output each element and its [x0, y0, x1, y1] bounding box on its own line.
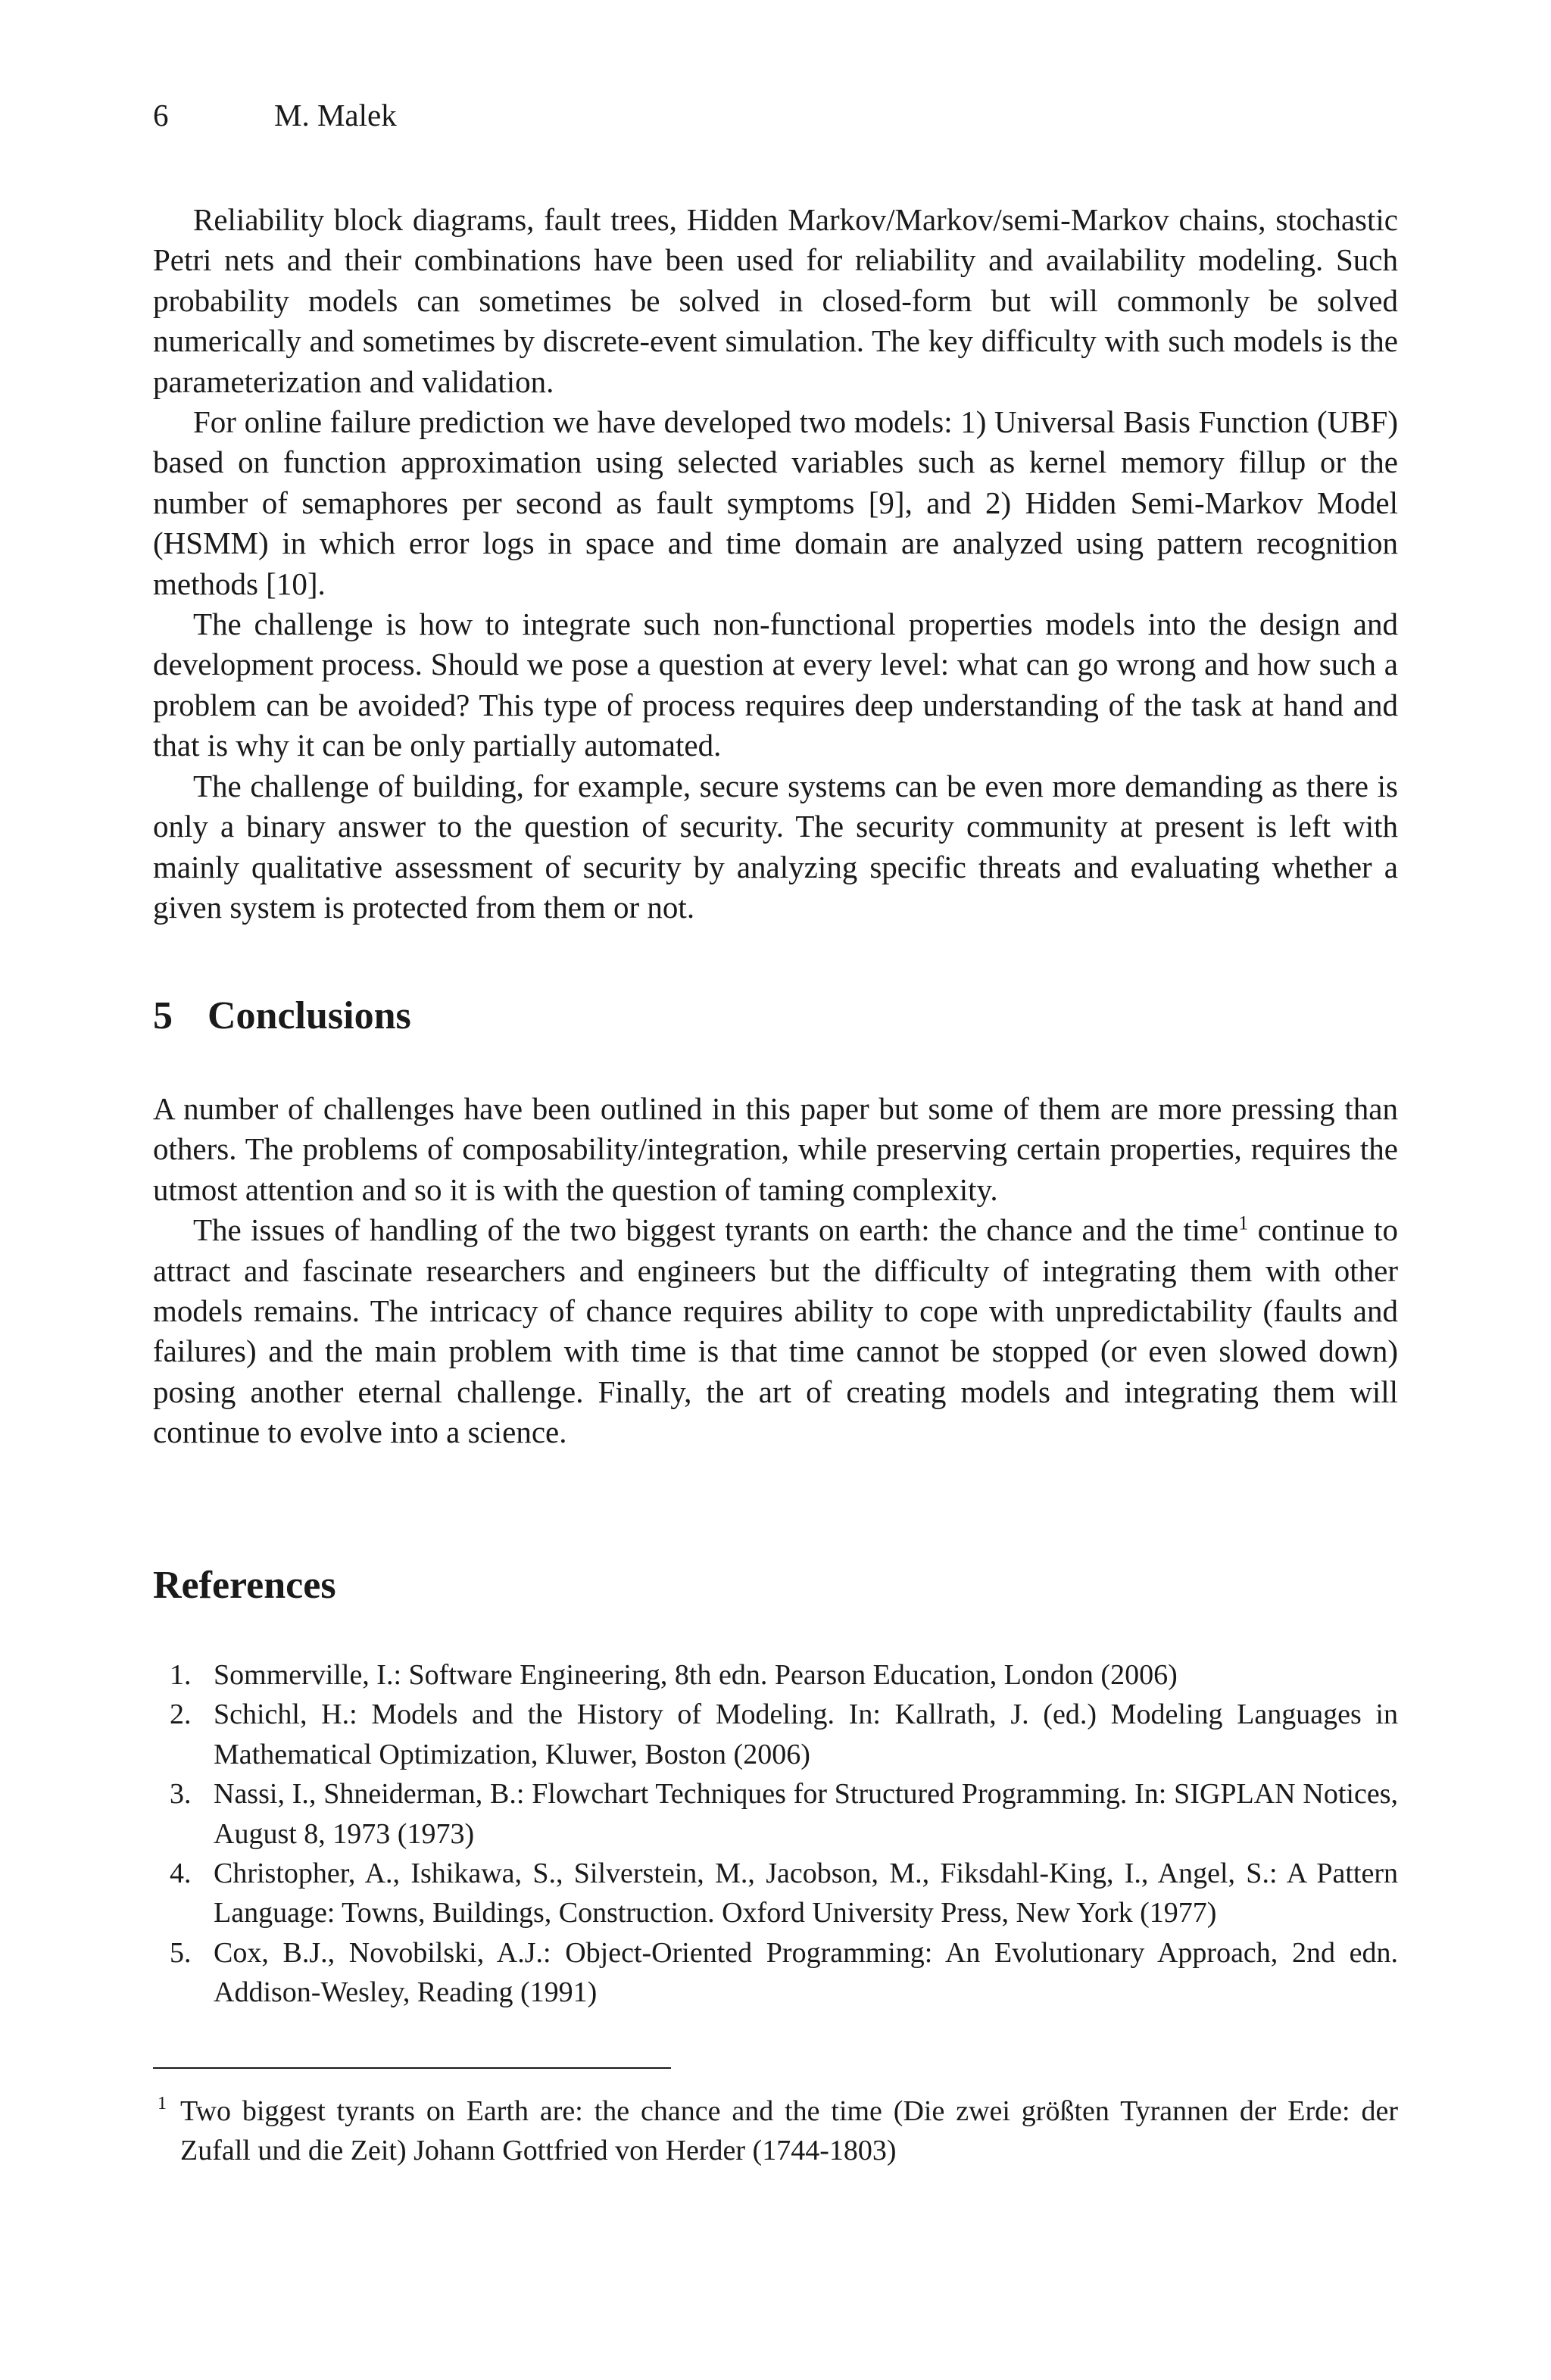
conclusions-paragraph: A number of challenges have been outlined in this paper but some of them are more pressing than others. The problems of composability/integration, while preserving certain properties, requires the utmost attention and so it is with the question of taming complexity.	[153, 1091, 1398, 1207]
conclusions-paragraph	[153, 1210, 1398, 1452]
conclusions-paragraph-end: continue to attract and fascinate researchers and engineers but the difficulty of integrating them with other models remains. The intricacy of chance requires ability to cope with unpredictability (faults and failures) and the main problem with time is that time cannot be stopped (or even slowed down) posing another eternal challenge. Finally, the art of creating models and integrating them will continue to evolve into a science.	[153, 1212, 1398, 1450]
reference-list	[153, 1655, 1398, 2013]
body-paragraph: For online failure prediction we have developed two models: 1) Universal Basis Function (UBF) based on function approximation using selected variables such as kernel memory fillup or the number of semaphores per second as fault symptoms [9], and 2) Hidden Semi-Markov Model (HSMM) in which error logs in space and time domain are analyzed using pattern recognition methods [10].	[153, 404, 1398, 601]
reference-text: Christopher, A., Ishikawa, S., Silverstein, M., Jacobson, M., Fiksdahl-King, I., Angel, S.: A Pattern Language: Towns, Buildings, Construction. Oxford University Press, New York (1977)	[214, 1858, 1398, 1929]
reference-number: 3.	[170, 1778, 192, 1811]
section-heading-references: References	[153, 1564, 336, 1607]
reference-item	[153, 1774, 1398, 1854]
body-paragraph: The challenge is how to integrate such non-functional properties models into the design and development process. Should we pose a question at every level: what can go wrong and how such a problem can be avoided? This type of process requires deep understanding of the task at hand and that is why it can be only partially automated.	[153, 607, 1398, 763]
reference-number: 4.	[170, 1858, 192, 1890]
page-number: 6	[153, 98, 169, 133]
footnote-text: Two biggest tyrants on Earth are: the chance and the time (Die zwei größten Tyrannen der Erde: der Zufall und die Zeit) Johann Gottfried von Herder (1744-1803)	[180, 2095, 1398, 2167]
reference-item	[153, 1933, 1398, 2013]
running-head	[153, 97, 397, 133]
reference-text: Schichl, H.: Models and the History of Modeling. In: Kallrath, J. (ed.) Modeling Languages in Mathematical Optimization, Kluwer, Boston (2006)	[214, 1698, 1398, 1770]
footnote-mark: 1	[158, 2094, 167, 2113]
reference-text: Cox, B.J., Novobilski, A.J.: Object-Oriented Programming: An Evolutionary Approach, 2nd edn. Addison-Wesley, Reading (1991)	[214, 1936, 1398, 2009]
section-heading-conclusions	[153, 993, 1398, 1039]
reference-item	[153, 1695, 1398, 1774]
conclusions-text	[153, 1089, 1398, 1453]
body-paragraph: Reliability block diagrams, fault trees, Hidden Markov/Markov/semi-Markov chains, stochastic Petri nets and their combinations have been used for reliability and availability modeling. Such probability models can sometimes be solved in closed-form but will commonly be solved numerically and sometimes by discrete-event simulation. The key difficulty with such models is the parameterization and validation.	[153, 202, 1398, 399]
reference-number: 2.	[170, 1698, 192, 1731]
reference-text: Sommerville, I.: Software Engineering, 8th edn. Pearson Education, London (2006)	[214, 1659, 1178, 1691]
reference-item	[153, 1655, 1398, 1695]
conclusions-paragraph-start: The issues of handling of the two biggest tyrants on earth: the chance and the time	[193, 1212, 1239, 1248]
footnote	[153, 2091, 1398, 2171]
reference-number: 1.	[170, 1659, 192, 1691]
running-head-author: M. Malek	[274, 98, 397, 133]
reference-item	[153, 1854, 1398, 1933]
body-paragraph: The challenge of building, for example, secure systems can be even more demanding as there is only a binary answer to the question of security. The security community at present is left with mainly qualitative assessment of security by analyzing specific threats and evaluating whether a given system is protected from them or not.	[153, 768, 1398, 925]
section-title: Conclusions	[208, 994, 411, 1037]
section-number: 5	[153, 994, 173, 1037]
footnote-rule	[153, 2067, 671, 2069]
footnote-reference: 1	[1238, 1212, 1249, 1234]
body-text-top	[153, 200, 1398, 928]
reference-text: Nassi, I., Shneiderman, B.: Flowchart Techniques for Structured Programming. In: SIGPLAN Notices, August 8, 1973 (1973)	[214, 1778, 1398, 1850]
reference-number: 5.	[170, 1936, 192, 1969]
